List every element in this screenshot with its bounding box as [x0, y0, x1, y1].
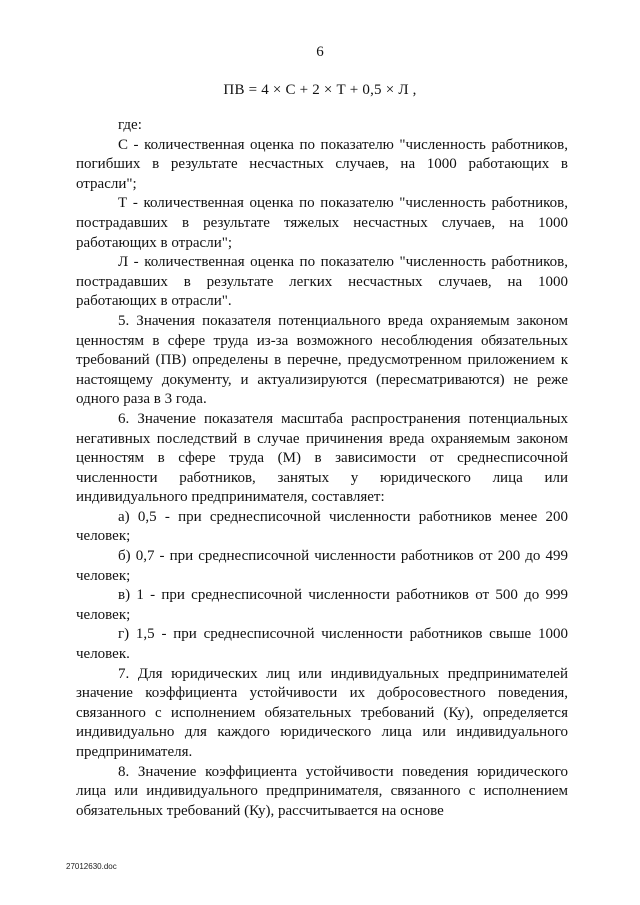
paragraph-item-6d: г) 1,5 - при среднесписочной численности работников свыше 1000 человек.: [76, 626, 568, 663]
paragraph-item-6c: в) 1 - при среднесписочной численности работников от 500 до 999 человек;: [76, 587, 568, 623]
paragraph-definition-c: С - количественная оценка по показателю "численность работников, погибших в результате несчастных случаев, на 1000 работающих в отрасли";: [76, 136, 568, 192]
footer-filename: 27012630.doc: [66, 862, 117, 871]
paragraph-item-6: 6. Значение показателя масштаба распространения потенциальных негативных последствий в случае причинения вреда охраняемым законом ценностям в сфере труда (М) в зависимости от среднесписочной численности работников, занятых у юридического лица или индивидуального предпринимателя, составляет:: [76, 410, 568, 506]
paragraph-definition-t: Т - количественная оценка по показателю "численность работников, пострадавших в результате тяжелых несчастных случаев, на 1000 работающих в отрасли";: [76, 195, 568, 251]
page-number: 6: [316, 44, 324, 60]
paragraph-item-6a: а) 0,5 - при среднесписочной численности работников менее 200 человек;: [76, 508, 568, 545]
paragraph-item-6b: б) 0,7 - при среднесписочной численности работников от 200 до 499 человек;: [76, 548, 568, 584]
document-body: [76, 116, 568, 821]
paragraph-where: где:: [118, 117, 142, 133]
paragraph-item-5: 5. Значения показателя потенциального вреда охраняемым законом ценностям в сфере труда из-за возможного несоблюдения обязательных требований (ПВ) определены в перечне, предусмотренном приложением к настоящему документу, и актуализируются (пересматриваются) не реже одного раза в 3 года.: [76, 312, 568, 408]
paragraph-definition-l: Л - количественная оценка по показателю "численность работников, пострадавших в результате легких несчастных случаев, на 1000 работающих в отрасли".: [76, 254, 568, 310]
formula: ПВ = 4 × С + 2 × Т + 0,5 × Л ,: [223, 82, 417, 98]
paragraph-item-7: 7. Для юридических лиц или индивидуальных предпринимателей значение коэффициента устойчивости их добросовестного поведения, связанного с исполнением обязательных требований (Ку), определяется индивидуально для каждого юридического лица или индивидуального предпринимателя.: [76, 665, 568, 760]
paragraph-item-8: 8. Значение коэффициента устойчивости поведения юридического лица или индивидуального предпринимателя, связанного с исполнением обязательных требований (Ку), рассчитывается на основе: [76, 763, 568, 819]
